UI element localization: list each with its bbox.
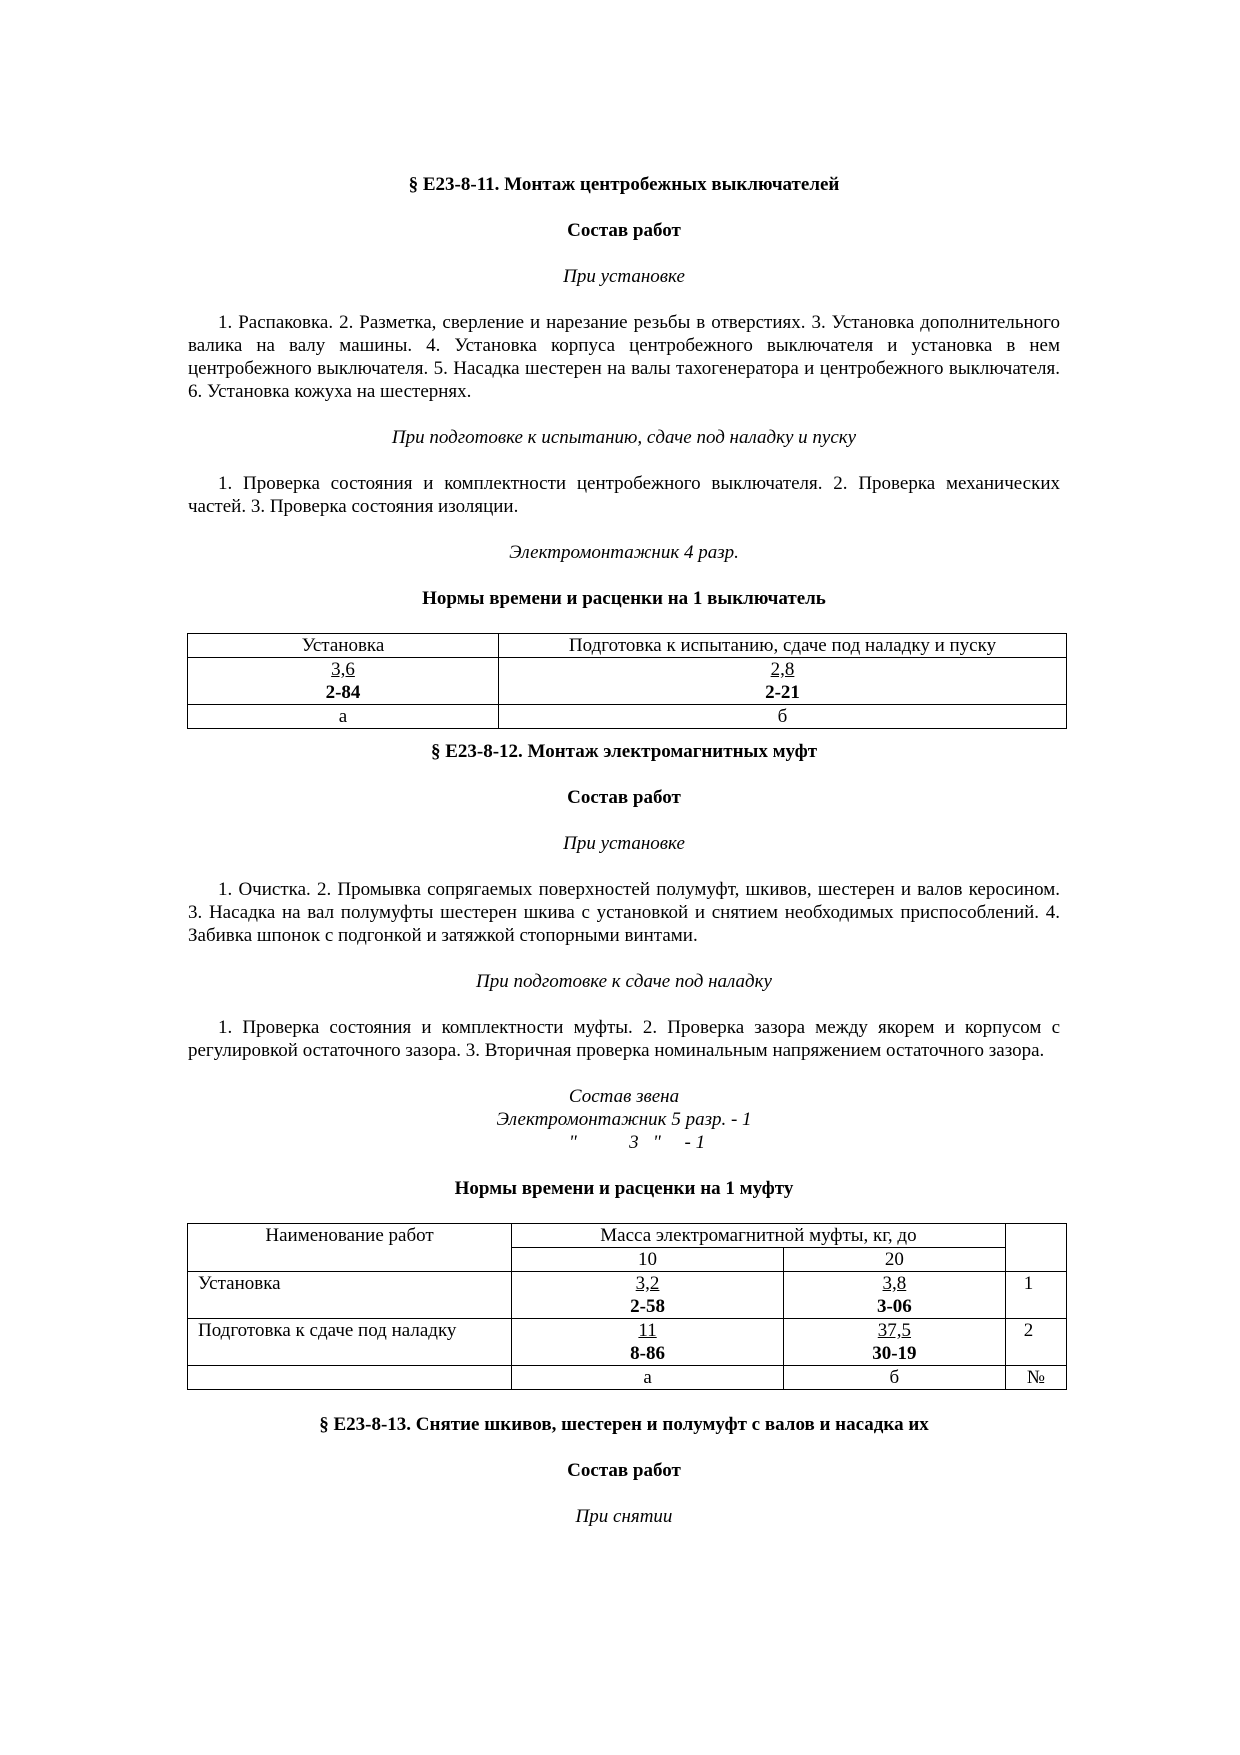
rate-value: 8-86 xyxy=(630,1343,665,1364)
crew-line: " 3 " - 1 xyxy=(568,1132,706,1153)
mass-value: 10 xyxy=(512,1248,784,1272)
column-letter: б xyxy=(784,1366,1006,1390)
row-number: 2 xyxy=(1005,1319,1066,1366)
table-cell xyxy=(784,1272,1006,1319)
install-heading: При установке xyxy=(563,266,685,287)
number-label: № xyxy=(1005,1366,1066,1390)
document-page xyxy=(188,173,1060,1528)
time-norm: 2,8 xyxy=(770,659,795,680)
worker-grade: Электромонтажник 4 разр. xyxy=(509,542,739,563)
rate-value: 2-84 xyxy=(325,682,361,703)
rate-value: 30-19 xyxy=(872,1343,917,1364)
time-norm: 3,2 xyxy=(635,1273,660,1294)
time-norm: 11 xyxy=(638,1320,657,1341)
section-title: § Е23-8-13. Снятие шкивов, шестерен и полумуфт с валов и насадка их xyxy=(319,1414,929,1435)
table-row xyxy=(188,1319,1067,1366)
rate-value: 2-58 xyxy=(630,1296,665,1317)
table-cell xyxy=(188,1366,512,1390)
work-name: Установка xyxy=(188,1272,512,1319)
table-cell xyxy=(188,658,499,705)
table-header: Наименование работ xyxy=(188,1224,512,1272)
row-number: 1 xyxy=(1005,1272,1066,1319)
rate-value: 2-21 xyxy=(765,682,800,703)
composition-heading: Состав работ xyxy=(567,220,681,241)
table-cell xyxy=(512,1272,784,1319)
norms-heading: Нормы времени и расценки на 1 выключатель xyxy=(422,588,826,609)
time-norm: 37,5 xyxy=(877,1320,912,1341)
table-cell xyxy=(784,1319,1006,1366)
table-cell xyxy=(499,658,1067,705)
prep-text: 1. Проверка состояния и комплектности центробежного выключателя. 2. Проверка механических частей. 3. Проверка состояния изоляции. xyxy=(188,473,1060,517)
removal-heading: При снятии xyxy=(575,1506,673,1527)
table-cell xyxy=(512,1319,784,1366)
crew-heading: Состав звена xyxy=(568,1086,680,1107)
time-norm: 3,8 xyxy=(882,1273,907,1294)
column-letter: б xyxy=(499,705,1067,729)
prep-text: 1. Проверка состояния и комплектности муфты. 2. Проверка зазора между якорем и корпусом с регулировкой остаточного зазора. 3. Вторичная проверка номинальным напряжением остаточного зазора. xyxy=(188,1017,1060,1061)
work-name: Подготовка к сдаче под наладку xyxy=(188,1319,512,1366)
mass-value: 20 xyxy=(784,1248,1006,1272)
install-text: 1. Распаковка. 2. Разметка, сверление и нарезание резьбы в отверстиях. 3. Установка дополнительного валика на валу машины. 4. Установка корпуса центробежного выключателя и установка в нем центробежного выключателя. 5. Насадка шестерен на валы тахогенератора и центробежного выключателя. 6. Установка кожуха на шестернях. xyxy=(188,312,1060,402)
column-letter: а xyxy=(188,705,499,729)
install-text: 1. Очистка. 2. Промывка сопрягаемых поверхностей полумуфт, шкивов, шестерен и валов керосином. 3. Насадка на вал полумуфты шестерен шкива с установкой и снятием необходимых приспособлений. 4. Забивка шпонок с подгонкой и затяжкой стопорными винтами. xyxy=(188,879,1060,946)
norms-heading: Нормы времени и расценки на 1 муфту xyxy=(454,1178,794,1199)
table-header: Установка xyxy=(188,634,499,658)
norms-table-coupling xyxy=(187,1223,1067,1390)
time-norm: 3,6 xyxy=(331,659,355,680)
section-title: § Е23-8-12. Монтаж электромагнитных муфт xyxy=(430,741,818,762)
install-heading: При установке xyxy=(563,833,685,854)
section-title: § Е23-8-11. Монтаж центробежных выключателей xyxy=(408,174,840,195)
prep-heading: При подготовке к сдаче под наладку xyxy=(476,971,772,992)
table-row xyxy=(188,1272,1067,1319)
table-header: Масса электромагнитной муфты, кг, до xyxy=(512,1224,1006,1248)
prep-heading: При подготовке к испытанию, сдаче под наладку и пуску xyxy=(391,427,857,448)
composition-heading: Состав работ xyxy=(567,787,681,808)
table-header: Подготовка к испытанию, сдаче под наладку и пуску xyxy=(499,634,1067,658)
rate-value: 3-06 xyxy=(876,1296,912,1317)
column-letter: а xyxy=(512,1366,784,1390)
crew-line: Электромонтажник 5 разр. - 1 xyxy=(496,1109,752,1130)
composition-heading: Состав работ xyxy=(567,1460,681,1481)
norms-table-switch xyxy=(187,633,1067,729)
table-header xyxy=(1005,1224,1066,1272)
